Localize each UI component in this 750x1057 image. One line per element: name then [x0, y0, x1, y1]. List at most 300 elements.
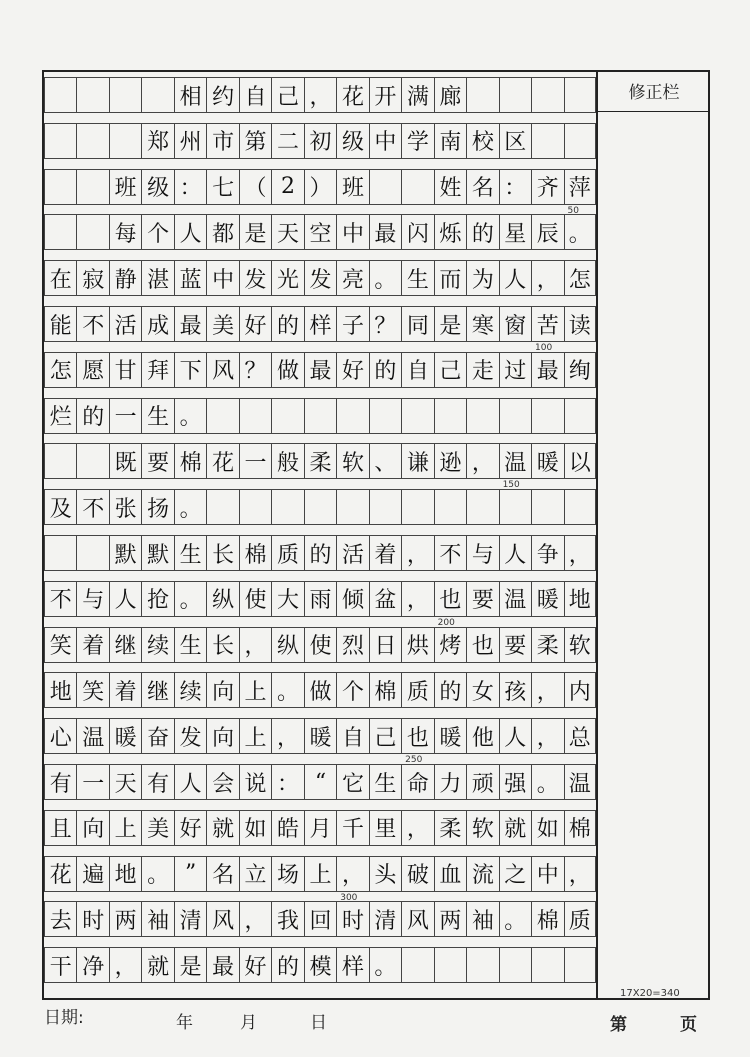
grid-cell: 也 [434, 581, 466, 617]
grid-cell: 是 [239, 214, 271, 250]
grid-cell: 窗 [499, 306, 531, 342]
grid-cell: 去 [44, 901, 76, 937]
grid-cell: 不 [76, 306, 108, 342]
grid-cell: ： [499, 169, 531, 205]
grid-cell: 里 [369, 810, 401, 846]
grid-cell: 续 [141, 627, 173, 663]
grid-cell: 中 [531, 856, 563, 892]
grid-cell: ， [531, 718, 563, 754]
grid-cell: 长 [206, 535, 238, 571]
grid-cell: ， [564, 535, 596, 571]
grid-cell: 干 [44, 947, 76, 983]
grid-cell: 美 [206, 306, 238, 342]
grid-cell: 二 [271, 123, 303, 159]
grid-cell: 成 [141, 306, 173, 342]
grid-cell: 。 [499, 901, 531, 937]
grid-row [44, 672, 596, 708]
grid-cell: 能 [44, 306, 76, 342]
grid-cell: 温 [564, 764, 596, 800]
grid-cell: 辰 [531, 214, 563, 250]
grid-cell: 有 [44, 764, 76, 800]
grid-cell: 暖 [109, 718, 141, 754]
grid-cell: 不 [434, 535, 466, 571]
char-count-marker: 250 [405, 755, 423, 766]
grid-row [44, 581, 596, 617]
grid-cell: 名 [466, 169, 498, 205]
grid-cell [336, 489, 368, 525]
grid-cell: 寂 [76, 260, 108, 296]
grid-cell [141, 77, 173, 113]
grid-cell: 默 [141, 535, 173, 571]
grid-cell: 棉 [531, 901, 563, 937]
grid-cell: 愿 [76, 352, 108, 388]
grid-cell: 做 [271, 352, 303, 388]
grid-cell: 及 [44, 489, 76, 525]
grid-cell [239, 489, 271, 525]
grid-cell: 默 [109, 535, 141, 571]
grid-cell: 上 [239, 718, 271, 754]
grid-cell [336, 398, 368, 434]
grid-cell: 风 [206, 352, 238, 388]
grid-cell: 会 [206, 764, 238, 800]
grid-cell: 蓝 [174, 260, 206, 296]
grid-cell: 续 [174, 672, 206, 708]
grid-cell: 是 [434, 306, 466, 342]
grid-row [44, 764, 596, 800]
grid-cell: 一 [109, 398, 141, 434]
grid-cell: 模 [304, 947, 336, 983]
grid-cell: 如 [239, 810, 271, 846]
grid-capacity-label: 17X20=340 [620, 988, 680, 999]
grid-cell: 袖 [141, 901, 173, 937]
month-label: 月 [240, 1013, 257, 1033]
grid-cell [434, 489, 466, 525]
grid-cell: 质 [271, 535, 303, 571]
grid-cell [401, 489, 433, 525]
grid-cell: 是 [174, 947, 206, 983]
grid-cell [531, 947, 563, 983]
grid-row [44, 306, 596, 342]
grid-cell: 己 [271, 77, 303, 113]
grid-cell [401, 947, 433, 983]
grid-cell: 花 [206, 443, 238, 479]
grid-cell: 寒 [466, 306, 498, 342]
grid-cell: 人 [109, 581, 141, 617]
grid-cell: 人 [174, 214, 206, 250]
grid-cell: 暖 [531, 581, 563, 617]
grid-cell: 千 [336, 810, 368, 846]
grid-cell: 争 [531, 535, 563, 571]
grid-cell: 两 [434, 901, 466, 937]
grid-cell [531, 123, 563, 159]
grid-cell: 笑 [76, 672, 108, 708]
grid-cell: 满 [401, 77, 433, 113]
grid-cell: 烁 [434, 214, 466, 250]
grid-cell: 中 [369, 123, 401, 159]
grid-cell [304, 398, 336, 434]
grid-cell: 活 [109, 306, 141, 342]
grid-cell: 上 [304, 856, 336, 892]
grid-cell: 头 [369, 856, 401, 892]
grid-row [44, 718, 596, 754]
grid-cell [271, 489, 303, 525]
day-label: 日 [310, 1013, 327, 1033]
grid-cell: 个 [336, 672, 368, 708]
grid-cell: 的 [304, 535, 336, 571]
grid-cell: 。 [174, 489, 206, 525]
grid-cell [44, 123, 76, 159]
grid-cell: 廊 [434, 77, 466, 113]
grid-cell: 州 [174, 123, 206, 159]
grid-cell: 过 [499, 352, 531, 388]
grid-cell [369, 398, 401, 434]
grid-cell: 中 [206, 260, 238, 296]
grid-row [44, 901, 596, 937]
grid-cell: 纵 [271, 627, 303, 663]
grid-row [44, 169, 596, 205]
grid-cell: 拜 [141, 352, 173, 388]
grid-cell: 柔 [304, 443, 336, 479]
grid-cell: 。 [531, 764, 563, 800]
grid-cell: ” [174, 856, 206, 892]
grid-cell: 之 [499, 856, 531, 892]
grid-cell: 为 [466, 260, 498, 296]
grid-cell: 棉 [369, 672, 401, 708]
grid-cell: ， [304, 77, 336, 113]
grid-cell [564, 77, 596, 113]
grid-cell [564, 398, 596, 434]
grid-cell: 纵 [206, 581, 238, 617]
grid-cell [44, 77, 76, 113]
grid-cell: 继 [141, 672, 173, 708]
grid-cell: 女 [466, 672, 498, 708]
grid-cell: 要 [466, 581, 498, 617]
grid-cell: 自 [336, 718, 368, 754]
grid-cell: 。 [564, 214, 596, 250]
grid-cell [76, 77, 108, 113]
grid-cell: 中 [336, 214, 368, 250]
grid-cell: 花 [336, 77, 368, 113]
grid-cell: 大 [271, 581, 303, 617]
grid-cell: 血 [434, 856, 466, 892]
grid-cell [44, 214, 76, 250]
grid-cell: 怎 [564, 260, 596, 296]
grid-cell: 人 [499, 535, 531, 571]
grid-cell [44, 535, 76, 571]
grid-cell: 清 [174, 901, 206, 937]
grid-cell: 一 [239, 443, 271, 479]
grid-cell: 心 [44, 718, 76, 754]
grid-cell [206, 489, 238, 525]
grid-cell [44, 169, 76, 205]
year-label: 年 [176, 1013, 193, 1033]
grid-cell: 与 [466, 535, 498, 571]
grid-cell: 苦 [531, 306, 563, 342]
grid-cell: 场 [271, 856, 303, 892]
grid-cell: 般 [271, 443, 303, 479]
grid-cell: 既 [109, 443, 141, 479]
page-suffix: 页 [680, 1015, 697, 1035]
grid-cell: 样 [336, 947, 368, 983]
grid-cell: 做 [304, 672, 336, 708]
grid-cell: 地 [44, 672, 76, 708]
grid-cell: 。 [174, 581, 206, 617]
grid-cell: 温 [499, 443, 531, 479]
grid-cell: 人 [499, 718, 531, 754]
grid-cell [466, 77, 498, 113]
grid-cell: 市 [206, 123, 238, 159]
grid-cell: 皓 [271, 810, 303, 846]
grid-cell: 棉 [239, 535, 271, 571]
grid-cell: 最 [531, 352, 563, 388]
grid-cell: 发 [239, 260, 271, 296]
grid-cell: 继 [109, 627, 141, 663]
grid-cell: 日 [369, 627, 401, 663]
grid-row [44, 489, 596, 525]
grid-cell: 质 [564, 901, 596, 937]
grid-cell: 也 [401, 718, 433, 754]
grid-cell: 暖 [434, 718, 466, 754]
char-count-marker: 200 [437, 617, 455, 628]
grid-cell: 。 [141, 856, 173, 892]
grid-cell [76, 123, 108, 159]
grid-cell [76, 169, 108, 205]
grid-cell: 烤 [434, 627, 466, 663]
grid-cell: 亮 [336, 260, 368, 296]
grid-cell: 棉 [564, 810, 596, 846]
grid-cell: 我 [271, 901, 303, 937]
grid-cell: ， [401, 810, 433, 846]
grid-row [44, 627, 596, 663]
grid-cell: 逊 [434, 443, 466, 479]
grid-cell: 清 [369, 901, 401, 937]
grid-cell: 雨 [304, 581, 336, 617]
grid-cell: 质 [401, 672, 433, 708]
grid-cell: 软 [564, 627, 596, 663]
grid-cell: 温 [499, 581, 531, 617]
grid-cell [466, 947, 498, 983]
grid-cell: 笑 [44, 627, 76, 663]
grid-cell [304, 489, 336, 525]
grid-cell [109, 77, 141, 113]
grid-cell: 自 [239, 77, 271, 113]
grid-cell: 姓 [434, 169, 466, 205]
grid-cell: 湛 [141, 260, 173, 296]
grid-cell: 要 [499, 627, 531, 663]
grid-cell: 谦 [401, 443, 433, 479]
grid-cell: 软 [466, 810, 498, 846]
grid-cell [499, 947, 531, 983]
grid-cell: 每 [109, 214, 141, 250]
grid-cell: 星 [499, 214, 531, 250]
grid-cell [271, 398, 303, 434]
grid-cell: 读 [564, 306, 596, 342]
grid-cell: ？ [239, 352, 271, 388]
grid-cell: 地 [109, 856, 141, 892]
grid-cell: 柔 [531, 627, 563, 663]
grid-row [44, 77, 596, 113]
grid-cell: 抢 [141, 581, 173, 617]
char-count-marker: 50 [567, 205, 579, 216]
grid-cell: 级 [336, 123, 368, 159]
grid-cell: 扬 [141, 489, 173, 525]
grid-cell: 风 [206, 901, 238, 937]
grid-cell [239, 398, 271, 434]
grid-cell: 南 [434, 123, 466, 159]
grid-cell: 时 [336, 901, 368, 937]
grid-cell: “ [304, 764, 336, 800]
grid-cell [434, 947, 466, 983]
grid-cell: 净 [76, 947, 108, 983]
grid-cell: 天 [109, 764, 141, 800]
grid-cell: 齐 [531, 169, 563, 205]
grid-cell: ， [239, 627, 271, 663]
grid-cell [499, 77, 531, 113]
grid-cell: 美 [141, 810, 173, 846]
grid-cell: ？ [369, 306, 401, 342]
grid-cell: ， [239, 901, 271, 937]
grid-cell: 发 [174, 718, 206, 754]
grid-row [44, 443, 596, 479]
char-count-marker: 300 [340, 892, 358, 903]
grid-cell: 校 [466, 123, 498, 159]
grid-cell: 月 [304, 810, 336, 846]
grid-cell: 区 [499, 123, 531, 159]
grid-cell [434, 398, 466, 434]
grid-cell: 内 [564, 672, 596, 708]
grid-cell: 上 [109, 810, 141, 846]
grid-cell: 着 [76, 627, 108, 663]
grid-cell: 人 [499, 260, 531, 296]
grid-cell: 约 [206, 77, 238, 113]
grid-cell: 好 [174, 810, 206, 846]
grid-cell: 以 [564, 443, 596, 479]
grid-cell: 就 [206, 810, 238, 846]
grid-cell: ： [271, 764, 303, 800]
grid-cell: 它 [336, 764, 368, 800]
grid-cell: 七 [206, 169, 238, 205]
grid-cell: 的 [369, 352, 401, 388]
grid-cell: 个 [141, 214, 173, 250]
grid-cell: 风 [401, 901, 433, 937]
grid-row [44, 352, 596, 388]
grid-cell: 在 [44, 260, 76, 296]
grid-cell [206, 398, 238, 434]
grid-cell: 长 [206, 627, 238, 663]
grid-cell: 破 [401, 856, 433, 892]
grid-cell: 命 [401, 764, 433, 800]
grid-cell: 时 [76, 901, 108, 937]
grid-cell: 萍 [564, 169, 596, 205]
char-count-marker: 150 [502, 480, 520, 491]
grid-cell: 郑 [141, 123, 173, 159]
grid-cell [564, 123, 596, 159]
correction-column [598, 70, 710, 1000]
grid-cell: 棉 [174, 443, 206, 479]
grid-cell: ， [109, 947, 141, 983]
grid-cell: 都 [206, 214, 238, 250]
grid-cell: 生 [401, 260, 433, 296]
grid-cell: 总 [564, 718, 596, 754]
grid-cell: 最 [369, 214, 401, 250]
grid-cell: 初 [304, 123, 336, 159]
grid-cell: 名 [206, 856, 238, 892]
grid-cell: 暖 [304, 718, 336, 754]
grid-cell: （ [239, 169, 271, 205]
grid-cell: 强 [499, 764, 531, 800]
char-count-marker: 100 [535, 343, 553, 353]
grid-cell: ： [174, 169, 206, 205]
grid-cell: 的 [466, 214, 498, 250]
grid-cell: 生 [369, 764, 401, 800]
grid-cell: ， [401, 535, 433, 571]
grid-cell [401, 398, 433, 434]
grid-cell: 袖 [466, 901, 498, 937]
grid-cell [369, 169, 401, 205]
grid-cell: 生 [141, 398, 173, 434]
grid-cell: 花 [44, 856, 76, 892]
grid-row [44, 260, 596, 296]
grid-row [44, 123, 596, 159]
grid-cell: 怎 [44, 352, 76, 388]
grid-cell: 级 [141, 169, 173, 205]
grid-cell: 着 [369, 535, 401, 571]
grid-cell: 要 [141, 443, 173, 479]
grid-cell: 的 [271, 947, 303, 983]
grid-cell [76, 214, 108, 250]
grid-cell: 柔 [434, 810, 466, 846]
grid-cell: 光 [271, 260, 303, 296]
grid-cell: 生 [174, 535, 206, 571]
grid-cell: ） [304, 169, 336, 205]
date-label: 日期: [44, 1008, 84, 1028]
grid-cell: 顽 [466, 764, 498, 800]
grid-cell: 。 [174, 398, 206, 434]
grid-cell: 下 [174, 352, 206, 388]
grid-cell: 就 [499, 810, 531, 846]
grid-cell: 也 [466, 627, 498, 663]
grid-cell: 2 [271, 169, 303, 205]
grid-cell: 第 [239, 123, 271, 159]
grid-cell: 立 [239, 856, 271, 892]
grid-cell: 就 [141, 947, 173, 983]
grid-cell: 好 [336, 352, 368, 388]
grid-cell [564, 947, 596, 983]
grid-cell: 倾 [336, 581, 368, 617]
grid-cell: 闪 [401, 214, 433, 250]
grid-cell: 空 [304, 214, 336, 250]
grid-cell [531, 489, 563, 525]
grid-cell [564, 489, 596, 525]
grid-cell: 说 [239, 764, 271, 800]
grid-cell: 向 [76, 810, 108, 846]
grid-cell: ， [531, 260, 563, 296]
grid-cell: 甘 [109, 352, 141, 388]
grid-cell: 地 [564, 581, 596, 617]
grid-cell [531, 77, 563, 113]
grid-cell: 且 [44, 810, 76, 846]
grid-cell: 己 [434, 352, 466, 388]
grid-cell: 有 [141, 764, 173, 800]
grid-cell: 同 [401, 306, 433, 342]
grid-cell: 天 [271, 214, 303, 250]
grid-cell [466, 489, 498, 525]
grid-cell: 学 [401, 123, 433, 159]
grid-cell: 如 [531, 810, 563, 846]
grid-cell: 走 [466, 352, 498, 388]
grid-cell: 好 [239, 306, 271, 342]
grid-cell: ， [564, 856, 596, 892]
